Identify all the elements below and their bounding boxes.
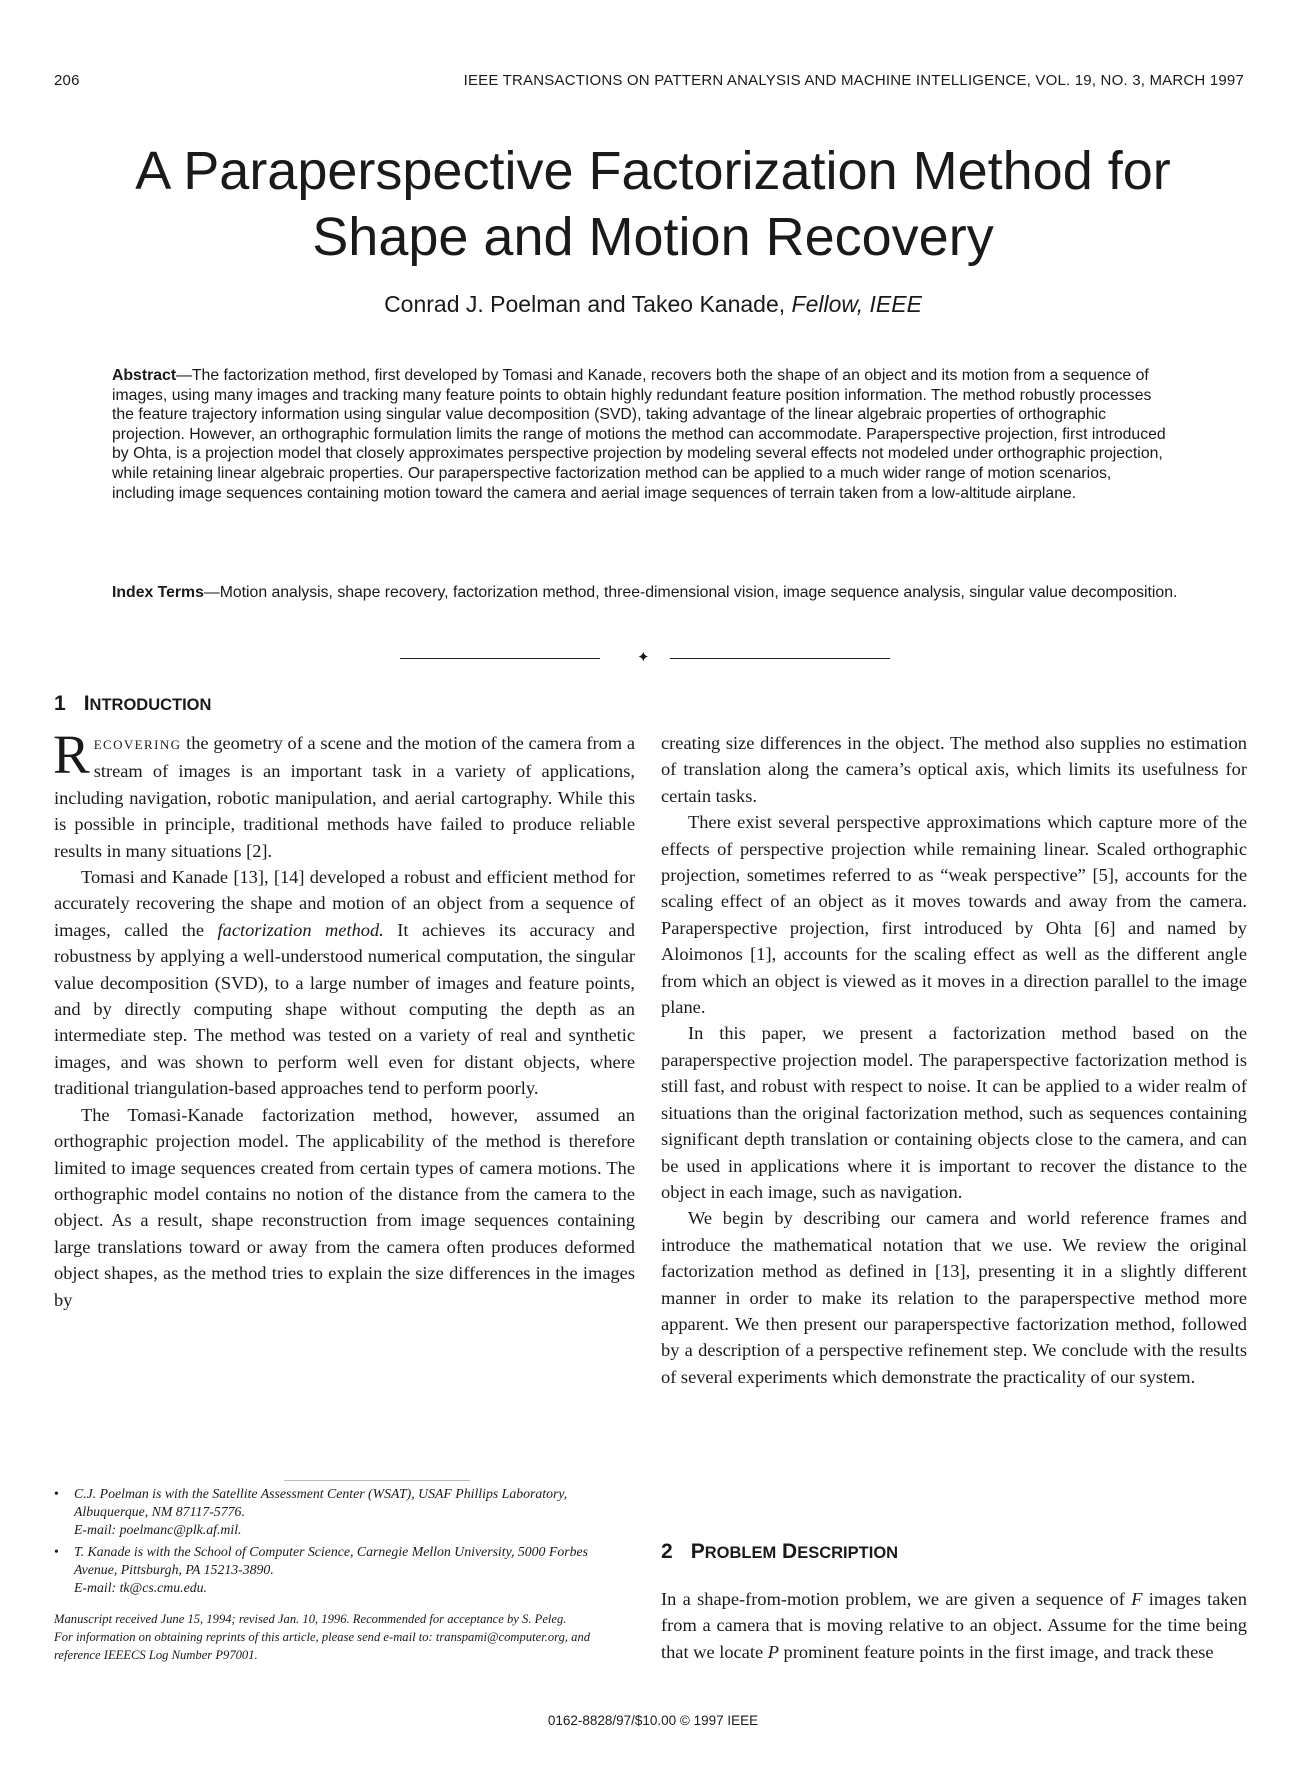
- running-head: [54, 72, 1244, 92]
- author-line: [40, 291, 1266, 318]
- footnote-rule: [284, 1480, 470, 1481]
- reprint-info: For information on obtaining reprints of this article, please send e-mail to: transpami@computer.org, and reference IEEECS Log Number P97001.: [54, 1630, 591, 1662]
- drop-cap: R: [53, 724, 90, 785]
- index-terms-label: Index Terms: [112, 584, 204, 601]
- intro-paragraph-3-continued: creating size differences in the object. The method also supplies no estimation of translation along the camera’s optical axis, which limits its usefulness for certain tasks.: [661, 733, 1247, 806]
- section-2-word1-initial: P: [690, 1540, 705, 1563]
- footnote-1-text: C.J. Poelman is with the Satellite Assessment Center (WSAT), USAF Phillips Laboratory, Albuquerque, NM 87117-5776.: [74, 1486, 568, 1519]
- manuscript-received: Manuscript received June 15, 1994; revised Jan. 10, 1996. Recommended for acceptance by S. Peleg.: [54, 1612, 567, 1626]
- problem-description-column: [661, 1586, 1247, 1665]
- right-column: [661, 730, 1247, 1390]
- section-1-heading: [54, 692, 211, 716]
- footnote-2-text: T. Kanade is with the School of Computer Science, Carnegie Mellon University, 5000 Forbes Avenue, Pittsburgh, PA 15213-3890.: [74, 1544, 588, 1577]
- section-1-title-initial: I: [83, 692, 90, 715]
- intro-paragraph-4: There exist several perspective approximations which capture more of the effects of perspective projection while remaining linear. Scaled orthographic projection, sometimes referred to as “weak perspective” [5], accounts for the scaling effect of an object as it moves towards and away from the camera. Paraperspective projection, first introduced by Ohta [6] and named by Aloimonos [1], accounts for the scaling effect as well as the different angle from which an object is viewed as it moves in a direction parallel to the image plane.: [661, 812, 1247, 1018]
- manuscript-note: [54, 1610, 634, 1664]
- section-2-word2-rest: ESCRIPTION: [797, 1544, 899, 1562]
- journal-citation: IEEE TRANSACTIONS ON PATTERN ANALYSIS AND MACHINE INTELLIGENCE, VOL. 19, NO. 3, MARCH 1997: [463, 72, 1244, 89]
- intro-paragraph-1: [53, 724, 635, 864]
- author-names: Conrad J. Poelman and Takeo Kanade,: [384, 291, 792, 317]
- problem-text-b: images taken from a camera that is moving relative to an object. Assume for the time being that we locate: [661, 1589, 1247, 1662]
- intro-paragraph-5: In this paper, we present a factorization method based on the paraperspective projection model. The paraperspective factorization method is still fast, and robust with respect to noise. It can be applied to a wider realm of situations than the original factorization method, such as sequences containing significant depth translation or containing objects close to the camera, and can be used in applications where it is important to recover the distance to the object in each image, such as navigation.: [661, 1023, 1247, 1202]
- intro-paragraph-3: The Tomasi-Kanade factorization method, however, assumed an orthographic projection model. The applicability of the method is therefore limited to image sequences created from certain types of camera motions. The orthographic model contains no notion of the distance from the camera to the object. As a result, shape reconstruction from image sequences containing large translations toward or away from the camera often produces deformed object shapes, as the method tries to explain the size differences in the images by: [54, 1104, 635, 1310]
- intro-paragraph-1-text: the geometry of a scene and the motion of the camera from a stream of images is an important task in a variety of applications, including navigation, robotic manipulation, and aerial cartography. While this is possible in principle, traditional methods have failed to produce reliable results in many situations [2].: [54, 733, 635, 861]
- intro-paragraph-2-italic: factorization method.: [217, 919, 384, 940]
- footnotes: [54, 1485, 634, 1601]
- author-fellow-title: Fellow, IEEE: [791, 291, 922, 317]
- intro-paragraph-2-before: Tomasi and Kanade [13], [14] developed a robust and efficient method for accurately recovering the shape and motion of an object from a sequence of images, called the: [54, 867, 635, 940]
- drop-cap-smallcaps: ECOVERING: [93, 737, 182, 752]
- problem-text-a: In a shape-from-motion problem, we are given a sequence of: [661, 1589, 1132, 1609]
- divider-line-right: [670, 658, 890, 659]
- divider-ornament-icon: ✦: [637, 649, 650, 666]
- section-2-number: 2: [661, 1540, 673, 1563]
- section-2-word2-initial: D: [782, 1540, 798, 1563]
- paper-title-line-2: Shape and Motion Recovery: [312, 207, 994, 267]
- intro-paragraph-6: We begin by describing our camera and world reference frames and introduce the mathematical notation that we use. We review the original factorization method as defined in [13], presenting it in a slightly different manner in order to make its relation to the paraperspective method more apparent. We then present our paraperspective factorization method, followed by a description of a perspective refinement step. We conclude with the results of several experiments which demonstrate the practicality of our system.: [661, 1208, 1247, 1387]
- section-2-word1-rest: ROBLEM: [704, 1544, 777, 1562]
- variable-F: F: [1131, 1589, 1143, 1609]
- footnote-1-email: E-mail: poelmanc@plk.af.mil.: [74, 1522, 242, 1537]
- abstract: [112, 366, 1172, 503]
- abstract-label: Abstract: [112, 367, 177, 384]
- page-number: 206: [54, 72, 80, 89]
- section-divider: [400, 649, 890, 666]
- footnote-1: [54, 1485, 634, 1539]
- paper-title-line-1: A Paraperspective Factorization Method for: [135, 141, 1171, 201]
- footnote-2-bullet: •: [54, 1544, 59, 1559]
- copyright-line: 0162-8828/97/$10.00 © 1997 IEEE: [547, 1713, 759, 1728]
- index-terms-text: —Motion analysis, shape recovery, factorization method, three-dimensional vision, image sequence analysis, singular value decomposition.: [203, 584, 1178, 601]
- footnote-2: [54, 1543, 634, 1597]
- variable-P: P: [767, 1641, 779, 1662]
- left-column: [53, 724, 635, 1313]
- index-terms: [112, 582, 1192, 604]
- divider-line-left: [400, 658, 600, 659]
- abstract-text: —The factorization method, first developed by Tomasi and Kanade, recovers both the shape of an object and its motion from a sequence of images, using many images and tracking many feature points to obtain highly redundant feature position information. The method robustly processes the feature trajectory information using singular value decomposition (SVD), taking advantage of the linear algebraic properties of orthographic projection. However, an orthographic formulation limits the range of motions the method can accommodate. Paraperspective projection, first introduced by Ohta, is a projection model that closely approximates perspective projection by modeling several effects not modeled under orthographic projection, while retaining linear algebraic properties. Our paraperspective factorization method can be applied to a much wider range of motion scenarios, including image sequences containing motion toward the camera and aerial image sequences of terrain taken from a low-altitude airplane.: [112, 367, 1166, 502]
- footnote-2-email: E-mail: tk@cs.cmu.edu.: [74, 1580, 207, 1595]
- footnote-1-bullet: •: [54, 1486, 59, 1501]
- paper-title: [40, 138, 1266, 270]
- section-1-title-rest: NTRODUCTION: [89, 696, 212, 714]
- section-2-heading: [661, 1540, 898, 1564]
- section-1-number: 1: [54, 692, 66, 715]
- intro-paragraph-2: [54, 864, 635, 1102]
- problem-paragraph-1: [661, 1586, 1247, 1665]
- problem-text-c: prominent feature points in the first image, and track these: [778, 1641, 1214, 1662]
- intro-paragraph-2-after: It achieves its accuracy and robustness by applying a well-understood numerical computation, the singular value decomposition (SVD), to a large number of images and feature points, and by directly computing shape without computing the depth as an intermediate step. The method was tested on a variety of real and synthetic images, and was shown to perform well even for distant objects, where traditional triangulation-based approaches tend to perform poorly.: [54, 919, 635, 1099]
